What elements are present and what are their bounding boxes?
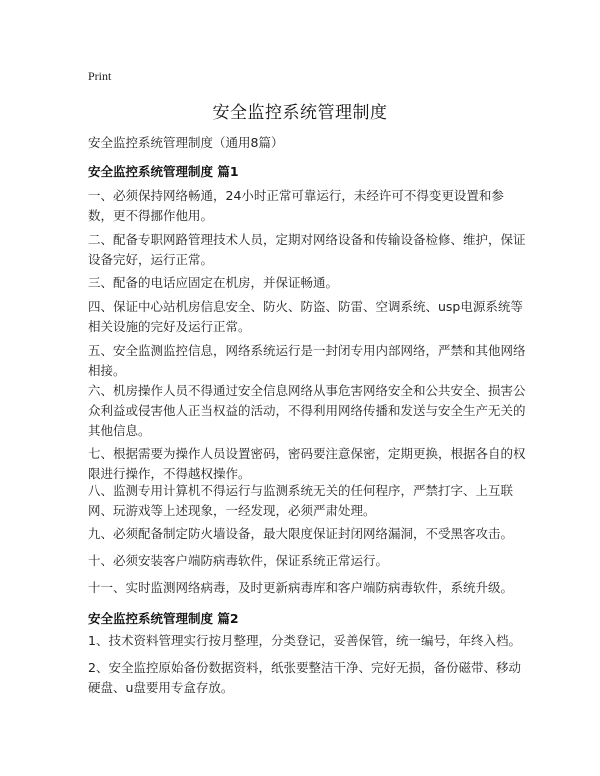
paragraph: 七、根据需要为操作人员设置密码，密码要注意保密，定期更换，根据各自的权限进行操作，不得越权操作。 <box>88 446 526 481</box>
paragraph: 三、配备的电话应固定在机房，并保证畅通。 <box>88 275 339 290</box>
section-heading: 安全监控系统管理制度 篇1 <box>88 164 239 179</box>
section-heading: 安全监控系统管理制度 篇2 <box>88 611 239 626</box>
paragraph: 五、安全监测监控信息，网络系统运行是一封闭专用内部网络，严禁和其他网络相接。 <box>88 343 526 378</box>
paragraph: 四、保证中心站机房信息安全、防火、防盗、防雷、空调系统、usp电源系统等相关设施的完好及运行正常。 <box>88 299 523 334</box>
paragraph: 1、技术资料管理实行按月整理，分类登记，妥善保管，统一编号，年终入档。 <box>88 633 521 648</box>
paragraph: 六、机房操作人员不得通过安全信息网络从事危害网络安全和公共安全、损害公众利益或侵害他人正当权益的活动，不得利用网络传播和发送与安全生产无关的 其他信息。 <box>88 383 526 438</box>
paragraph: 十、必须安装客户端防病毒软件，保证系统正常运行。 <box>88 553 389 568</box>
document-title: 安全监控系统管理制度 <box>212 103 388 123</box>
print-link[interactable]: Print <box>88 69 112 83</box>
paragraph: 2、安全监控原始备份数据资料，纸张要整洁干净、完好无损，备份磁带、移动硬盘、u盘要用专盒存放。 <box>88 660 521 695</box>
paragraph: 十一、实时监测网络病毒，及时更新病毒库和客户端防病毒软件，系统升级。 <box>88 580 514 595</box>
paragraph: 九、必须配备制定防火墙设备，最大限度保证封闭网络漏洞，不受黑客攻击。 <box>88 526 514 541</box>
paragraph: 一、必须保持网络畅通，24小时正常可靠运行，未经许可不得变更设置和参数，更不得挪作他用。 <box>88 188 504 223</box>
paragraph: 二、配备专职网路管理技术人员，定期对网络设备和传输设备检修、维护，保证设备完好，运行正常。 <box>88 232 526 267</box>
paragraph: 八、监测专用计算机不得运行与监测系统无关的任何程序，严禁打字、上互联网、玩游戏等上述现象，一经发现，必须严肃处理。 <box>88 483 514 518</box>
document-subtitle: 安全监控系统管理制度（通用8篇） <box>88 135 284 150</box>
